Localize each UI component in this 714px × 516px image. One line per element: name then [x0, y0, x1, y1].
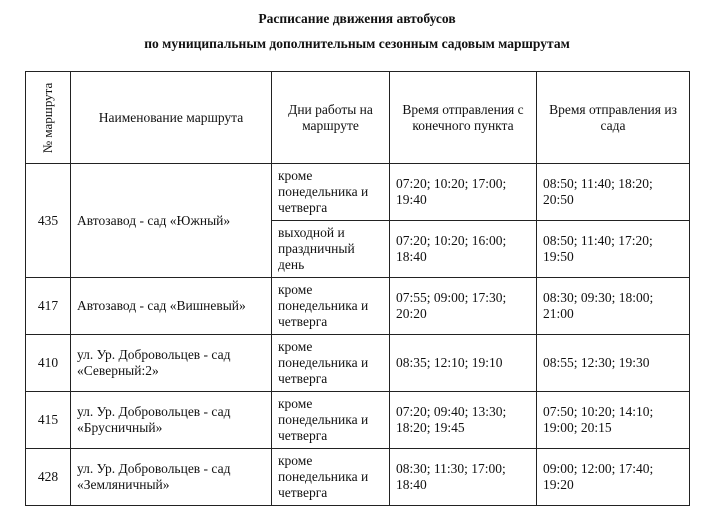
departure-terminal-cell: 08:35; 12:10; 19:10	[390, 335, 537, 392]
route-name-cell: Автозавод - сад «Вишневый»	[71, 278, 272, 335]
departure-terminal-cell: 07:20; 10:20; 17:00; 19:40	[390, 164, 537, 221]
route-number-cell: 417	[26, 278, 71, 335]
work-days-cell: кроме понедельника и четверга	[272, 449, 390, 506]
route-number-cell: 435	[26, 164, 71, 278]
departure-garden-cell: 09:00; 12:00; 17:40; 19:20	[537, 449, 690, 506]
departure-garden-cell: 08:50; 11:40; 17:20; 19:50	[537, 221, 690, 278]
route-name-cell: ул. Ур. Добровольцев - сад «Брусничный»	[71, 392, 272, 449]
departure-terminal-cell: 07:20; 09:40; 13:30; 18:20; 19:45	[390, 392, 537, 449]
departure-terminal-cell: 08:30; 11:30; 17:00; 18:40	[390, 449, 537, 506]
work-days-cell: кроме понедельника и четверга	[272, 164, 390, 221]
header-departure-garden: Время отправления из сада	[537, 72, 690, 164]
header-route-number-label: № маршрута	[40, 82, 55, 153]
departure-garden-cell: 07:50; 10:20; 14:10; 19:00; 20:15	[537, 392, 690, 449]
document-title: Расписание движения автобусов	[258, 11, 456, 26]
route-number-cell: 410	[26, 335, 71, 392]
header-route-name: Наименование маршрута	[71, 72, 272, 164]
route-name-cell: Автозавод - сад «Южный»	[71, 164, 272, 278]
departure-terminal-cell: 07:55; 09:00; 17:30; 20:20	[390, 278, 537, 335]
table-row	[26, 335, 690, 392]
document-subtitle: по муниципальным дополнительным сезонным садовым маршрутам	[144, 36, 570, 51]
departure-garden-cell: 08:50; 11:40; 18:20; 20:50	[537, 164, 690, 221]
work-days-cell: выходной и праздничный день	[272, 221, 390, 278]
work-days-cell: кроме понедельника и четверга	[272, 335, 390, 392]
work-days-cell: кроме понедельника и четверга	[272, 278, 390, 335]
route-number-cell: 428	[26, 449, 71, 506]
table-row	[26, 164, 690, 221]
route-name-cell: ул. Ур. Добровольцев - сад «Земляничный»	[71, 449, 272, 506]
route-name-cell: ул. Ур. Добровольцев - сад «Северный:2»	[71, 335, 272, 392]
departure-terminal-cell: 07:20; 10:20; 16:00; 18:40	[390, 221, 537, 278]
header-work-days: Дни работы на маршруте	[272, 72, 390, 164]
departure-garden-cell: 08:30; 09:30; 18:00; 21:00	[537, 278, 690, 335]
route-number-cell: 415	[26, 392, 71, 449]
header-departure-terminal: Время отправления с конечного пункта	[390, 72, 537, 164]
bus-schedule-table	[25, 71, 690, 506]
departure-garden-cell: 08:55; 12:30; 19:30	[537, 335, 690, 392]
work-days-cell: кроме понедельника и четверга	[272, 392, 390, 449]
header-route-number	[26, 72, 71, 164]
table-row	[26, 392, 690, 449]
table-header-row	[26, 72, 690, 164]
table-row	[26, 278, 690, 335]
table-row	[26, 449, 690, 506]
